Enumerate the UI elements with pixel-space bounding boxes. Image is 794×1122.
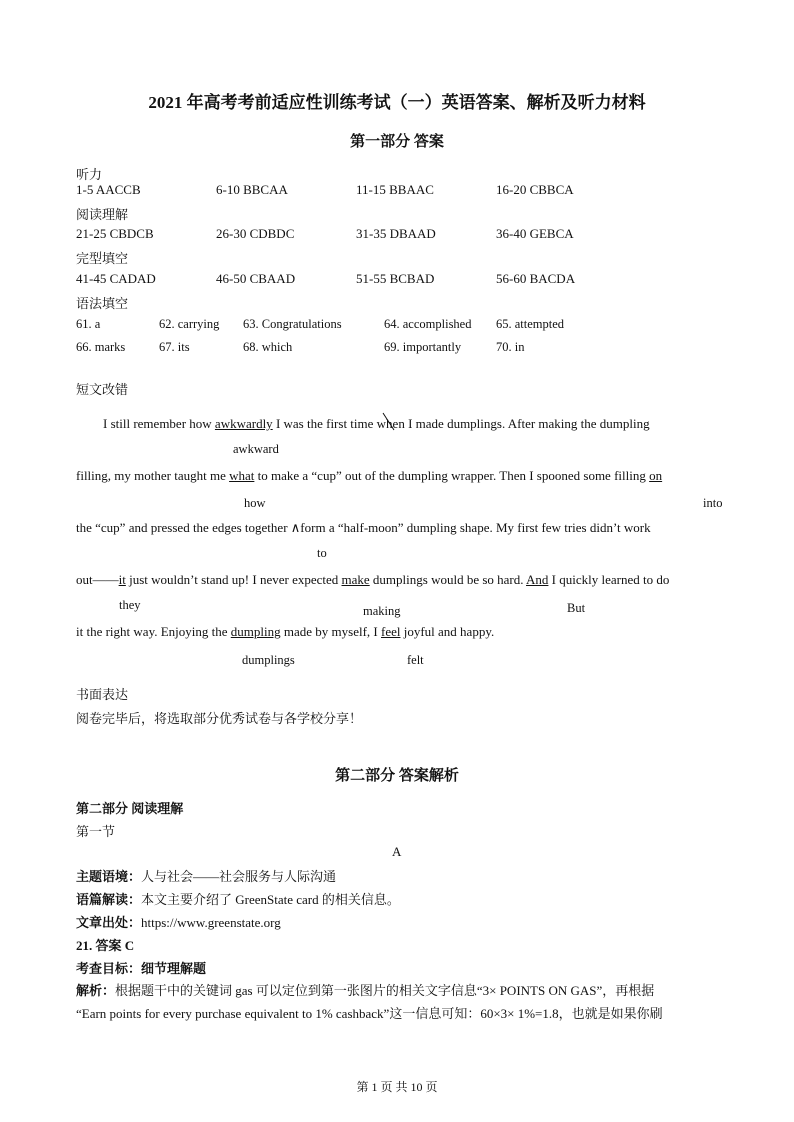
correction-line-4: out——it just wouldn’t stand up! I never expected make dumplings would be so hard. And I quickly learned to do <box>76 572 670 587</box>
answer-cell: 11-15 BBAAC <box>356 182 434 197</box>
answer-cell: 21-25 CBDCB <box>76 226 154 241</box>
correction-line-5: it the right way. Enjoying the dumpling made by myself, I feel joyful and happy. <box>76 624 495 639</box>
answer-cell: 63. Congratulations <box>243 317 342 331</box>
answer-cell: 65. attempted <box>496 317 565 331</box>
answer-cell: 31-35 DBAAD <box>356 226 436 241</box>
q21-target-row: 考查目标：细节理解题 <box>76 961 207 976</box>
correction-line-3: the “cup” and pressed the edges together ∧form a “half-moon” dumpling shape. My first few tries didn’t work <box>76 520 651 535</box>
source-row: 文章出处：https://www.greenstate.org <box>76 915 281 930</box>
document-title: 2021 年高考考前适应性训练考试（一）英语答案、解析及听力材料 <box>148 93 646 112</box>
answer-cell: 68. which <box>243 340 293 354</box>
correction-line-1: I still remember how awkwardly I was the first time when I made dumplings. After making the dumpling <box>103 416 650 432</box>
answer-cell: 16-20 CBBCA <box>496 182 574 197</box>
answer-cell: 46-50 CBAAD <box>216 271 296 286</box>
insert-caret: ∧ <box>290 520 301 535</box>
answer-cell: 61. a <box>76 317 101 331</box>
passage-label: A <box>392 844 402 859</box>
answer-cell: 62. carrying <box>159 317 220 331</box>
writing-note: 阅卷完毕后，将选取部分优秀试卷与各学校分享！ <box>76 711 363 726</box>
section-label: 第一节 <box>76 824 116 839</box>
q21-answer: 21. 答案 C <box>76 938 135 953</box>
correction-fix: to <box>317 546 327 560</box>
answer-cell: 51-55 BCBAD <box>356 271 435 286</box>
part1-heading: 第一部分 答案 <box>350 134 444 150</box>
correction-fix: awkward <box>233 442 279 456</box>
answer-cell: 26-30 CDBDC <box>216 226 295 241</box>
summary-row: 语篇解读：本文主要介绍了 GreenState card 的相关信息。 <box>76 892 400 907</box>
answer-cell: 70. in <box>496 340 525 354</box>
grammar-label: 语法填空 <box>76 296 129 311</box>
correction-fix: felt <box>407 653 424 667</box>
answer-cell: 64. accomplished <box>384 317 472 331</box>
answer-cell: 36-40 GEBCA <box>496 226 574 241</box>
reading-label: 阅读理解 <box>76 207 129 222</box>
correction-fix: they <box>119 598 141 612</box>
correction-fix: making <box>363 604 401 618</box>
answer-cell: 6-10 BBCAA <box>216 182 288 197</box>
correction-fix: how <box>244 496 266 510</box>
answer-cell: 69. importantly <box>384 340 462 354</box>
answer-cell: 56-60 BACDA <box>496 271 576 286</box>
delete-mark-icon <box>381 412 397 432</box>
cloze-label: 完型填空 <box>76 251 129 266</box>
answer-cell: 66. marks <box>76 340 126 354</box>
q21-analysis-line-2: “Earn points for every purchase equivalent to 1% cashback”这一信息可知：60×3× 1%=1.8，也就是如果你刷 <box>76 1006 663 1021</box>
correction-line-2: filling, my mother taught me what to make a “cup” out of the dumpling wrapper. Then I spooned some filling on <box>76 468 663 483</box>
theme-row: 主题语境：人与社会——社会服务与人际沟通 <box>76 869 337 884</box>
deleted-word: when <box>377 416 405 431</box>
correction-fix: into <box>703 496 723 510</box>
part2-heading: 第二部分 答案解析 <box>335 768 459 784</box>
writing-label: 书面表达 <box>76 687 129 702</box>
correction-label: 短文改错 <box>76 382 129 397</box>
correction-fix: But <box>567 601 586 615</box>
page-footer: 第 1 页 共 10 页 <box>356 1080 438 1094</box>
correction-fix: dumplings <box>242 653 295 667</box>
answer-cell: 41-45 CADAD <box>76 271 156 286</box>
listening-label: 听力 <box>76 167 103 182</box>
answer-cell: 1-5 AACCB <box>76 182 141 197</box>
answer-cell: 67. its <box>159 340 190 354</box>
part2-sub-heading: 第二部分 阅读理解 <box>76 801 184 816</box>
q21-analysis-line-1: 解析：根据题干中的关键词 gas 可以定位到第一张图片的相关文字信息“3× POINTS ON GAS”，再根据 <box>76 983 655 998</box>
